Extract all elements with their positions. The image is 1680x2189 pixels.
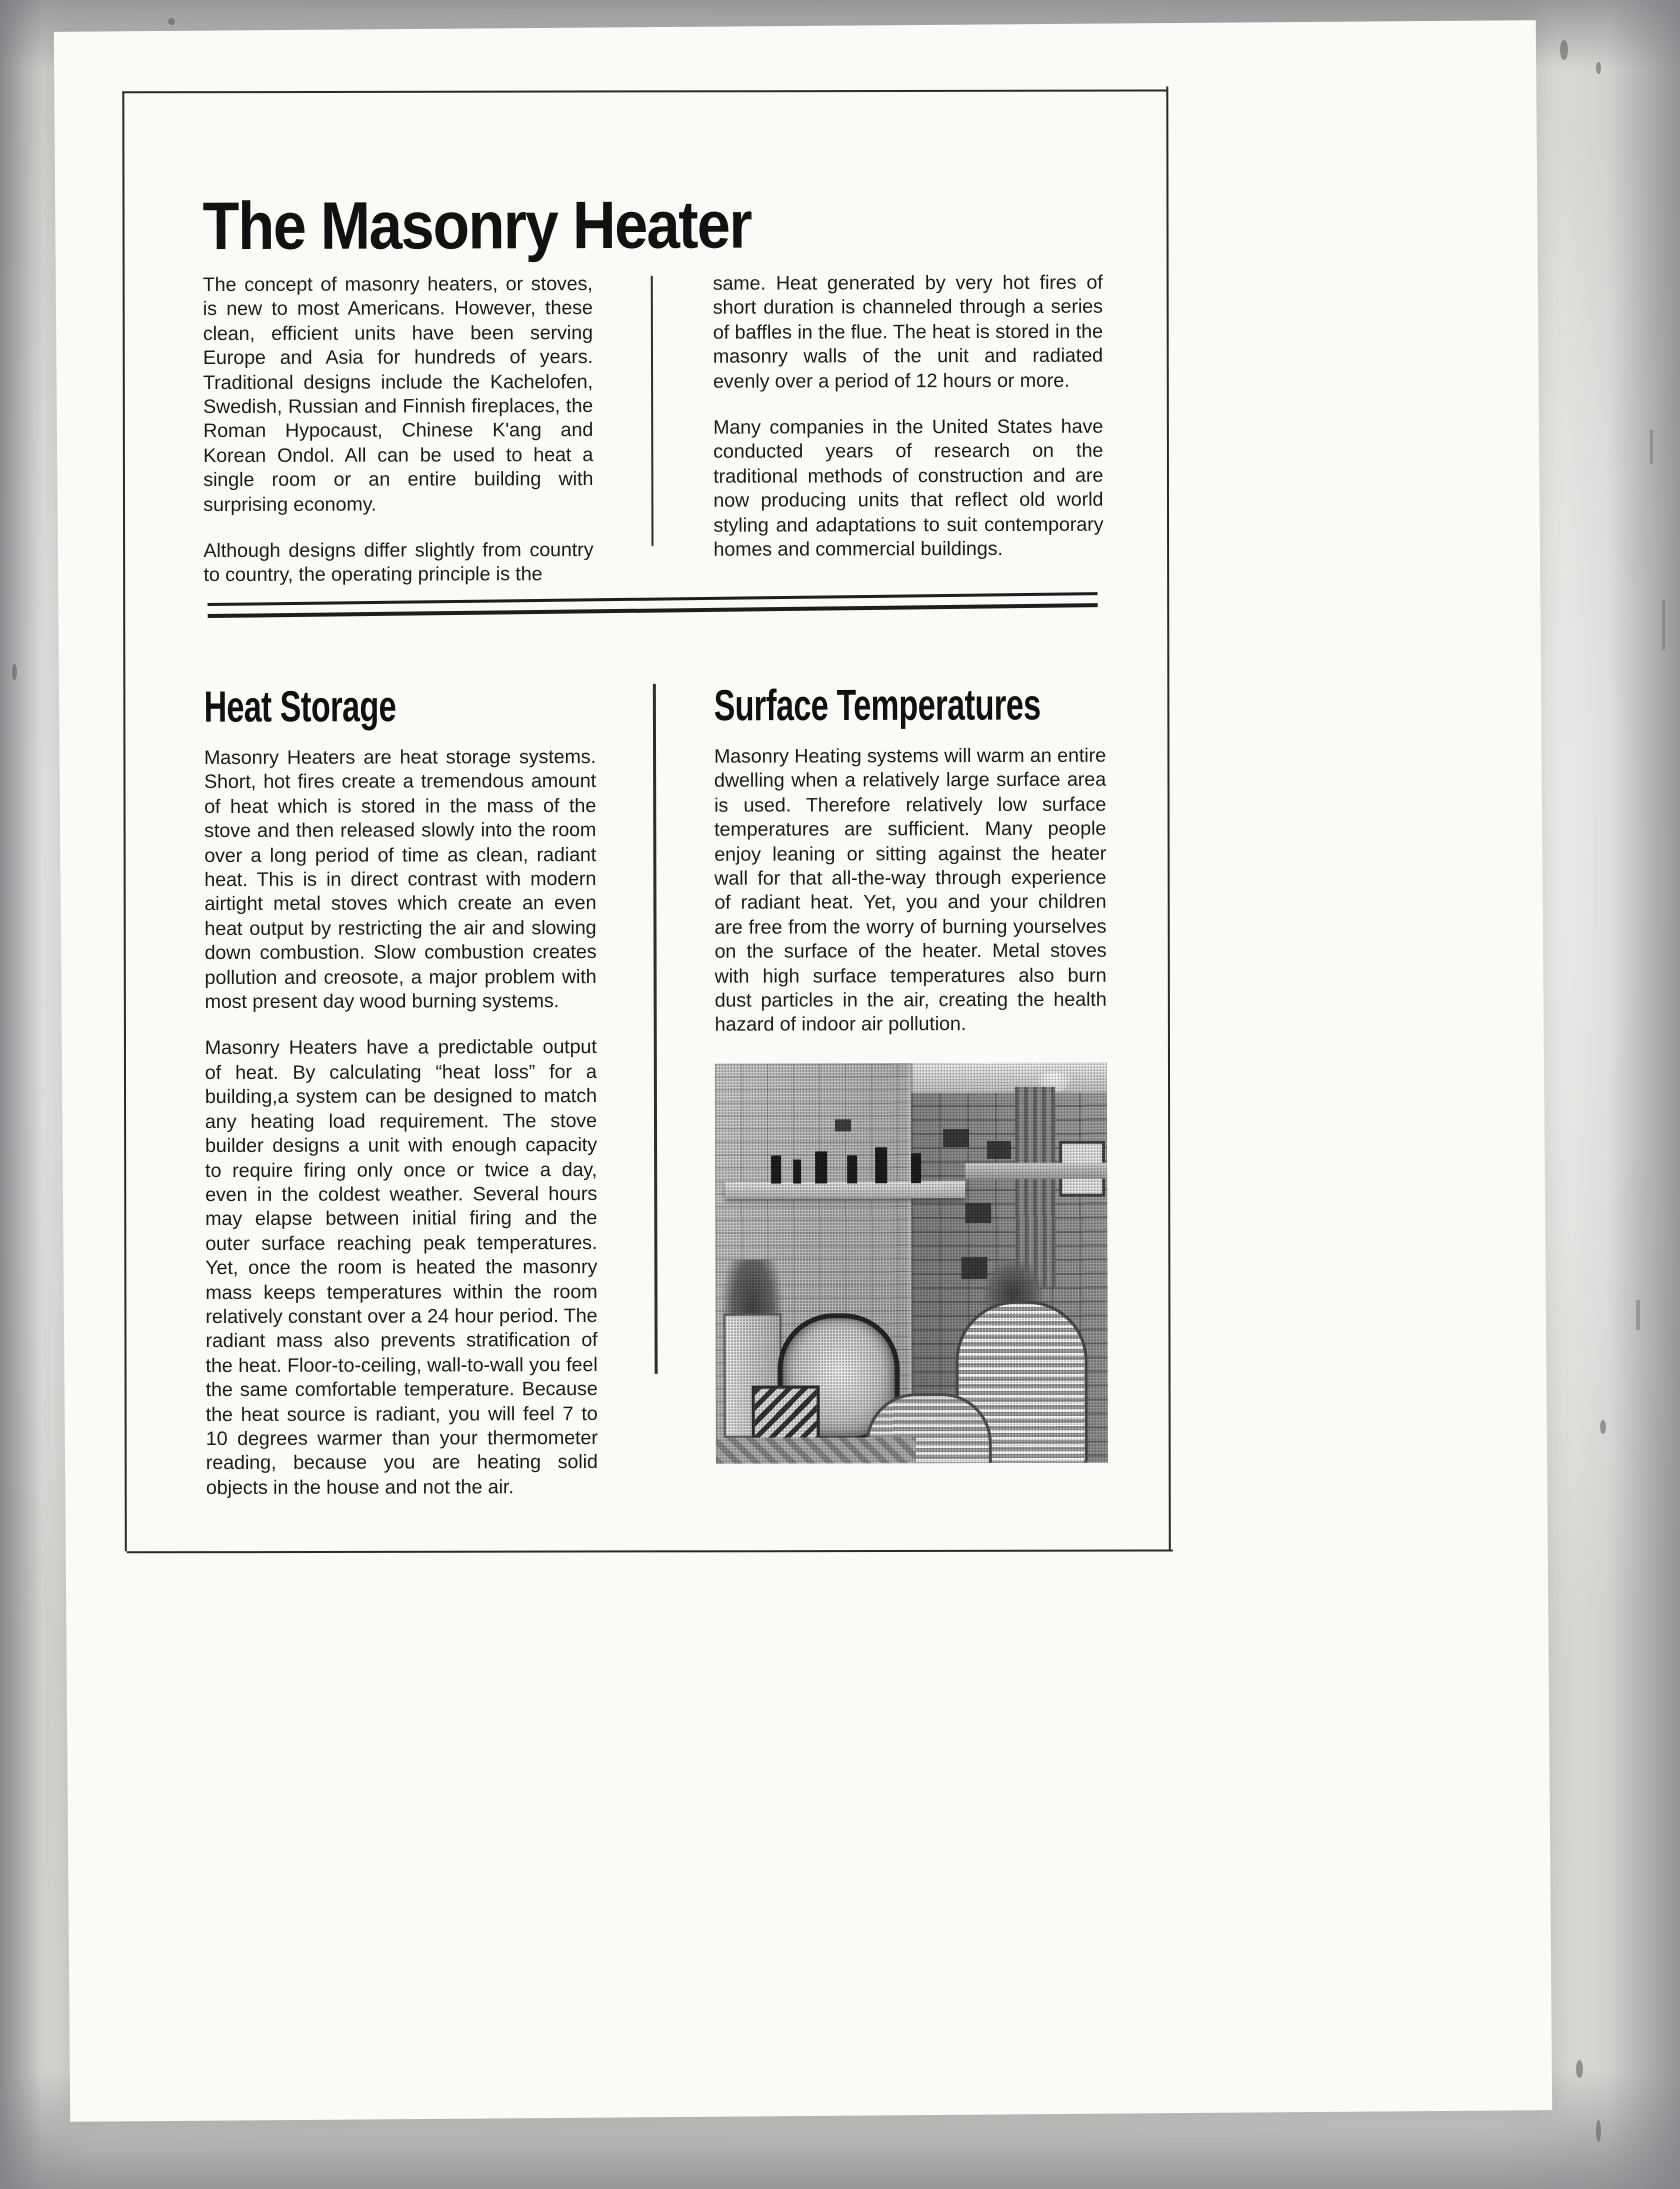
scan-speck: [12, 664, 17, 680]
document-content: [132, 93, 1176, 1566]
scan-speck: [168, 18, 175, 25]
photo-figurine: [771, 1155, 781, 1183]
section-surface-temperatures: [713, 680, 1108, 1499]
scan-speck: [1560, 40, 1568, 60]
photo-figurine: [793, 1159, 801, 1183]
section-paragraph: Masonry Heaters are heat storage systems. Short, hot fires create a tremendous amount of heat which is stored in the mass of the stove and then released slowly into the room over a long period of time as clean, radiant heat. This is in direct contrast with modern airtight metal stoves which create an even heat output by restricting the air and slowing down combustion. Slow combustion creates pollution and creosote, a major problem with most present day wood burning systems.: [204, 746, 597, 1014]
intro-right-column: [713, 271, 1104, 587]
photo-figurine: [875, 1147, 887, 1183]
intro-paragraph: same. Heat generated by very hot fires of short duration is channeled through a series of baffles in the flue. The heat is stored in the masonry walls of the unit and radiated evenly over a period of 12 hours or more.: [712, 271, 1104, 393]
scan-mark: [1636, 1300, 1640, 1330]
scan-mark: [1662, 600, 1665, 650]
scan-speck: [1600, 1420, 1606, 1434]
scan-speck: [1596, 62, 1601, 74]
page-border-left: [122, 91, 127, 1551]
photo-dark-brick: [835, 1119, 851, 1131]
photo-figurine: [847, 1155, 857, 1183]
section-heading-surface-temperatures: Surface Temperatures: [713, 680, 1041, 730]
scan-speck: [1576, 2060, 1583, 2078]
photo-curtain: [1015, 1087, 1056, 1287]
photo-tile-floor: [716, 1437, 916, 1464]
intro-column-gutter: [593, 272, 714, 587]
intro-paragraph: The concept of masonry heaters, or stoves, is new to most Americans. However, these clean, efficient units have been serving Europe and Asia for hundreds of years. Traditional designs include the Kachelofen, Swedish, Russian and Finnish fireplaces, the Roman Hypocaust, Chinese K'ang and Korean Ondol. All can be used to heat a single room or an entire building with surprising economy.: [202, 273, 594, 516]
section-heat-storage: [204, 684, 598, 1500]
photo-dark-brick: [987, 1141, 1011, 1159]
photo-dark-brick: [943, 1129, 969, 1147]
masonry-heater-photo: [715, 1063, 1108, 1464]
photo-mantel-shelf: [725, 1181, 965, 1199]
photo-figurine: [911, 1153, 921, 1183]
document-page: [54, 20, 1552, 2122]
intro-paragraph: Although designs differ slightly from country to country, the operating principle is the: [203, 539, 594, 587]
section-column-gutter: [596, 684, 716, 1499]
page-title: The Masonry Heater: [202, 187, 752, 264]
scan-speck: [1596, 2120, 1601, 2142]
body-sections: [203, 680, 1108, 1501]
intro-left-column: [203, 272, 594, 588]
section-column-divider: [653, 684, 658, 1374]
section-heading-heat-storage: Heat Storage: [203, 682, 397, 732]
photo-mantel-shelf-right: [965, 1163, 1107, 1179]
section-paragraph: Masonry Heating systems will warm an entire dwelling when a relatively large surface area is used. Therefore relatively low surface temperatures are sufficient. Many people enjoy leaning or sitting against the heater wall for that all-the-way through experience of radiant heat. Yet, you and your children are free from the worry of burning yourselves on the surface of the heater. Metal stoves with high surface temperatures also burn dust particles in the air, creating the health hazard of indoor air pollution.: [714, 744, 1107, 1037]
rule-line-lower: [208, 603, 1098, 618]
photo-ceiling: [911, 1063, 1107, 1094]
intro-section: [203, 271, 1104, 588]
scan-mark: [1650, 430, 1653, 464]
photo-dark-brick: [965, 1203, 991, 1223]
section-paragraph: Masonry Heaters have a predictable output of heat. By calculating “heat loss” for a building,a system can be designed to match any heating load requirement. The stove builder designs a unit with enough capacity to require firing only once or twice a day, even in the coldest weather. Several hours may elapse between initial firing and the outer surface reaching peak temperatures. Yet, once the room is heated the masonry mass keeps temperatures within the room relatively constant over a 24 hour period. The radiant mass also prevents stratification of the heat. Floor-to-ceiling, wall-to-wall you feel the same comfortable temperature. Because the heat source is radiant, you will feel 7 to 10 degrees warmer than your thermometer reading, because you are heating solid objects in the house and not the air.: [204, 1036, 598, 1499]
photo-figurine: [815, 1151, 827, 1183]
intro-paragraph: Many companies in the United States have conducted years of research on the traditional methods of construction and are now producing units that reflect old world styling and adaptations to suit contemporary homes and commercial buildings.: [713, 415, 1104, 561]
intro-column-divider: [651, 276, 654, 546]
section-double-rule: [208, 592, 1098, 619]
